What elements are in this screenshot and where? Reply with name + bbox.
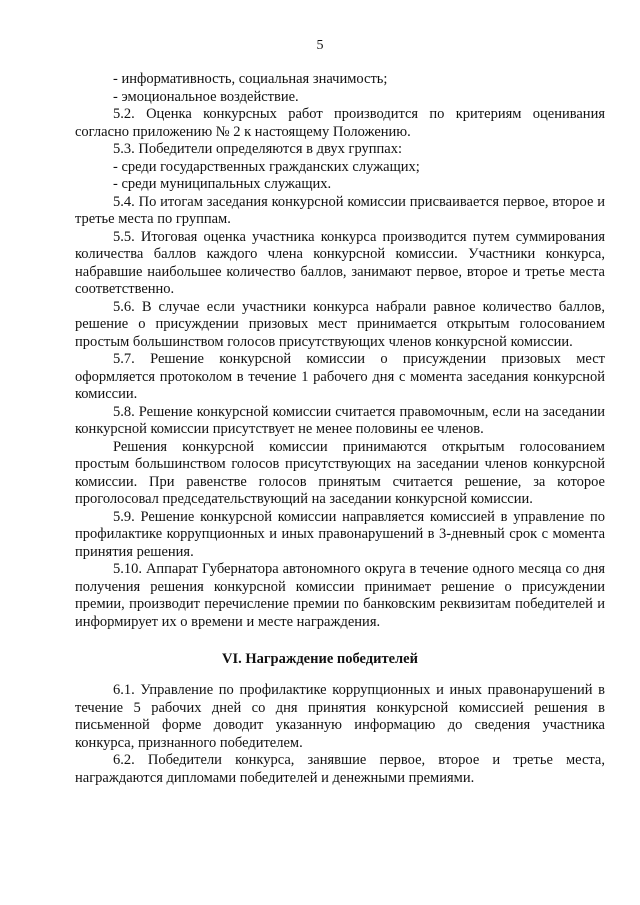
paragraph: 5.7. Решение конкурсной комиссии о присуждении призовых мест оформляется протоколом в течение 1 рабочего дня с момента заседания конкурсной комиссии. <box>75 351 605 402</box>
section-6-text <box>75 682 605 787</box>
paragraph: 5.5. Итоговая оценка участника конкурса производится путем суммирования количества баллов каждого члена конкурсной комиссии. Участники конкурса, набравшие наибольшее количество баллов, занимают первое, второе и третье места соответственно. <box>75 228 605 297</box>
paragraph: 5.10. Аппарат Губернатора автономного округа в течение одного месяца со дня получения решения конкурсной комиссии принимает решение о присуждении премии, производит перечисление премии по банковским реквизитам победителей и информирует их о времени и месте награждения. <box>75 561 605 630</box>
paragraph: 5.3. Победители определяются в двух группах: <box>113 141 402 157</box>
paragraph: 6.2. Победители конкурса, занявшие первое, второе и третье места, награждаются дипломами победителей и денежными премиями. <box>75 752 605 786</box>
section-heading: VI. Награждение победителей <box>222 651 418 667</box>
paragraph: 5.9. Решение конкурсной комиссии направляется комиссией в управление по профилактике коррупционных и иных правонарушений в 3-дневный срок с момента принятия решения. <box>75 508 605 560</box>
paragraph: 5.4. По итогам заседания конкурсной комиссии присваивается первое, второе и третье места по группам. <box>75 193 605 227</box>
paragraph: - информативность, социальная значимость; <box>113 71 388 87</box>
paragraph: 5.2. Оценка конкурсных работ производится по критериям оценивания согласно приложению № 2 к настоящему Положению. <box>75 106 605 140</box>
paragraph: - среди государственных гражданских служащих; <box>113 158 420 175</box>
paragraph: - эмоциональное воздействие. <box>113 88 299 105</box>
section-5-text <box>75 71 605 631</box>
paragraph: Решения конкурсной комиссии принимаются открытым голосованием простым большинством голосов присутствующих на заседании членов конкурсной комиссии. При равенстве голосов принятым считается решение, за которое проголосовал председательствующий на заседании конкурсной комиссии. <box>75 438 605 507</box>
paragraph: 5.6. В случае если участники конкурса набрали равное количество баллов, решение о присуждении призовых мест принимается открытым голосованием простым большинством голосов присутствующих членов конкурсной комиссии. <box>75 298 605 350</box>
paragraph: 6.1. Управление по профилактике коррупционных и иных правонарушений в течение 5 рабочих дней со дня принятия конкурсной комиссией решения в письменной форме доводит указанную информацию до сведения участника конкурса, признанного победителем. <box>75 682 605 751</box>
paragraph: - среди муниципальных служащих. <box>113 176 332 192</box>
paragraph: 5.8. Решение конкурсной комиссии считается правомочным, если на заседании конкурсной комиссии присутствует не менее половины ее членов. <box>75 403 605 437</box>
page-number: 5 <box>316 38 324 53</box>
